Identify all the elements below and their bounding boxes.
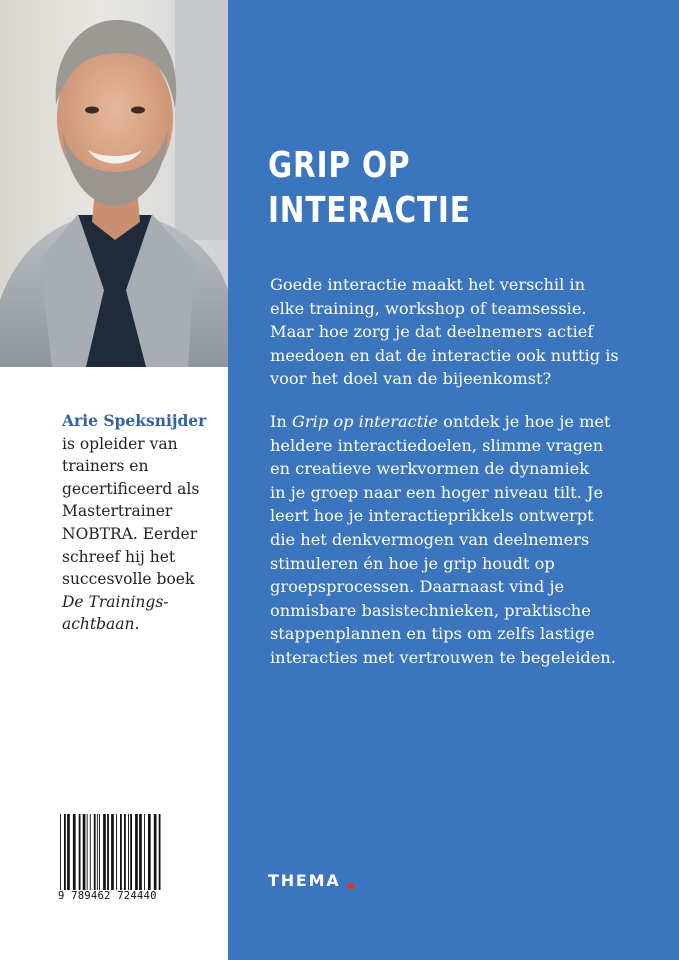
barcode-bar <box>154 814 157 890</box>
publisher-logo: THEMA <box>268 871 341 890</box>
barcode-bar <box>107 814 109 890</box>
blurb-line: Maar hoe zorg je dat deelnemers actief <box>270 322 594 342</box>
blurb-line: en creatieve werkvormen de dynamiek <box>270 459 590 479</box>
bio-line: schreef hij het <box>62 547 176 566</box>
barcode-bar <box>124 814 126 890</box>
bio-book-title-line <box>62 613 222 636</box>
blurb-line-first <box>270 410 660 434</box>
barcode-bar <box>159 814 161 890</box>
author-portrait-illustration <box>0 0 228 367</box>
barcode-bar <box>90 814 91 890</box>
barcode-bar <box>79 814 81 890</box>
book-title-line-2: INTERACTIE <box>268 190 471 231</box>
blurb-line: leert hoe je interactieprikkels ontwerpt <box>270 506 594 526</box>
blurb-paragraph-1 <box>270 273 660 391</box>
barcode-bar <box>64 814 66 890</box>
bio-line: succesvolle boek <box>62 570 195 589</box>
barcode-bar <box>94 814 96 890</box>
book-title-part-2: achtbaan <box>62 615 135 634</box>
bio-line: is opleider van <box>62 434 178 453</box>
book-title-line-1: GRIP OP <box>268 145 411 186</box>
bio-line: trainers en <box>62 457 149 476</box>
barcode-bar <box>135 814 138 890</box>
blurb-line: die het denkvermogen van deelnemers <box>270 529 590 549</box>
blurb-line: stappenplannen en tips om zelfs lastige <box>270 624 595 644</box>
author-name: Arie Speksnijder <box>62 411 207 430</box>
barcode-bar <box>97 814 98 890</box>
blurb-paragraph-2 <box>270 410 660 670</box>
blurb-text: In <box>270 412 292 431</box>
blurb-line: groepsprocessen. Daarnaast vind je <box>270 577 565 597</box>
publisher-logo-dot <box>348 883 354 889</box>
bio-period: . <box>134 615 140 634</box>
blurb-line: interacties met vertrouwen te begeleiden. <box>270 647 616 667</box>
barcode-bar <box>83 814 86 890</box>
barcode-bar <box>130 814 132 890</box>
barcode-bar <box>111 814 114 890</box>
barcode-bar <box>73 814 76 890</box>
barcode-bar <box>120 814 122 890</box>
bio-line: Mastertrainer <box>62 502 173 521</box>
barcode-bar <box>128 814 129 890</box>
author-bio <box>62 410 222 636</box>
barcode-bar <box>103 814 106 890</box>
blurb-line: in je groep naar een hoger niveau tilt. Je <box>270 482 604 502</box>
author-photo <box>0 0 228 367</box>
barcode-bar <box>67 814 70 890</box>
barcode-bar <box>139 814 142 890</box>
barcode-bar <box>99 814 100 890</box>
blurb-line: elke training, workshop of teamsessie. <box>270 298 587 318</box>
bio-line: NOBTRA. Eerder <box>62 524 198 543</box>
barcode-bar <box>87 814 88 890</box>
book-title-part-1: De Trainings- <box>62 592 169 611</box>
barcode-bar <box>148 814 151 890</box>
blurb-line: meedoen en dat de interactie ook nuttig is <box>270 345 619 365</box>
back-cover-left-column <box>0 0 228 960</box>
blurb-line: stimuleren én hoe je grip houdt op <box>270 553 555 573</box>
blurb-line: voor het doel van de bijeenkomst? <box>270 369 552 389</box>
blurb-line: onmisbare basistechnieken, praktische <box>270 600 591 620</box>
book-title-italic: Grip op interactie <box>291 412 438 431</box>
isbn-number: 9 789462 724440 <box>58 890 166 902</box>
barcode-bar <box>60 814 61 890</box>
isbn-barcode <box>58 814 166 902</box>
blurb-text: ontdek je hoe je met <box>437 412 611 431</box>
barcode-bar <box>116 814 117 890</box>
book-title <box>268 143 471 233</box>
bio-line: gecertificeerd als <box>62 479 200 498</box>
barcode-bar <box>144 814 145 890</box>
blurb-line: heldere interactiedoelen, slimme vragen <box>270 435 604 455</box>
bio-book-title-line <box>62 591 222 614</box>
blurb-line: Goede interactie maakt het verschil in <box>270 275 586 294</box>
